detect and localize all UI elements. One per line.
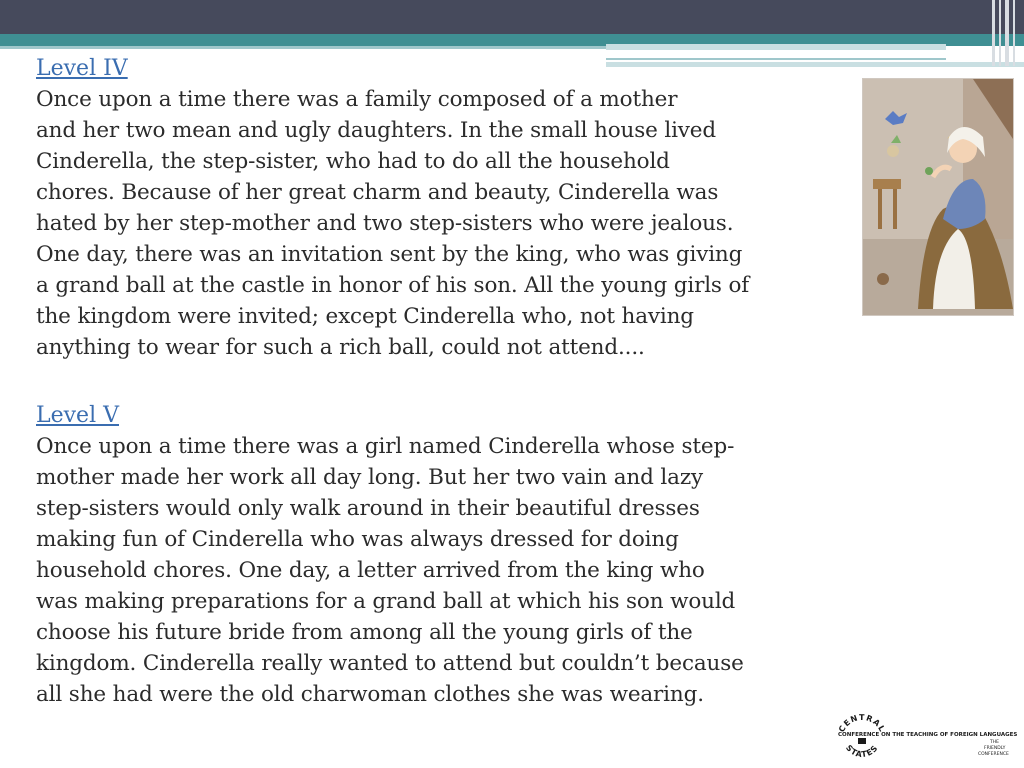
story-line: hated by her step-mother and two step-sisters who were jealous. [36, 211, 734, 236]
story-line: choose his future bride from among all the young girls of the [36, 620, 693, 645]
story-line: Cinderella, the step-sister, who had to do all the household [36, 149, 670, 174]
story-line: chores. Because of her great charm and beauty, Cinderella was [36, 180, 719, 205]
top-decorative-bar [0, 0, 1024, 34]
accent-line [606, 44, 946, 50]
story-line: and her two mean and ugly daughters. In the small house lived [36, 118, 716, 143]
story-line: the kingdom were invited; except Cinderella who, not having [36, 304, 694, 329]
story-line: household chores. One day, a letter arrived from the king who [36, 558, 705, 583]
logo-the: THE [990, 740, 999, 745]
level-iv-story [36, 84, 866, 363]
logo-conference-line: CONFERENCE ON THE TEACHING OF FOREIGN LANGUAGES [838, 732, 1018, 738]
svg-text:CENTRAL [837, 713, 887, 734]
svg-text:STATES [844, 743, 880, 759]
story-line: One day, there was an invitation sent by the king, who was giving [36, 242, 743, 267]
level-iv-heading[interactable]: Level IV [36, 56, 128, 81]
logo-conference: CONFERENCE [978, 752, 1009, 757]
story-line: step-sisters would only walk around in their beautiful dresses [36, 496, 700, 521]
story-line: was making preparations for a grand ball at which his son would [36, 589, 736, 614]
story-line: Once upon a time there was a girl named Cinderella whose step- [36, 434, 735, 459]
level-v-story [36, 431, 866, 710]
logo-friendly: FRIENDLY [984, 746, 1006, 751]
cinderella-illustration [862, 78, 1014, 316]
story-line: making fun of Cinderella who was always dressed for doing [36, 527, 679, 552]
story-line: all she had were the old charwoman clothes she was wearing. [36, 682, 704, 707]
story-line: mother made her work all day long. But her two vain and lazy [36, 465, 703, 490]
central-states-logo [836, 710, 1016, 766]
story-line: kingdom. Cinderella really wanted to attend but couldn’t because [36, 651, 744, 676]
corner-stripes [988, 0, 1024, 66]
story-line: Once upon a time there was a family composed of a mother [36, 87, 678, 112]
slide-body [36, 54, 866, 710]
level-v-heading[interactable]: Level V [36, 403, 119, 428]
accent-line [0, 46, 606, 49]
story-line: anything to wear for such a rich ball, could not attend.... [36, 335, 645, 360]
logo-arc-top: CENTRAL [837, 712, 888, 734]
story-line: a grand ball at the castle in honor of his son. All the young girls of [36, 273, 750, 298]
logo-arc-bottom: STATES [843, 743, 881, 760]
